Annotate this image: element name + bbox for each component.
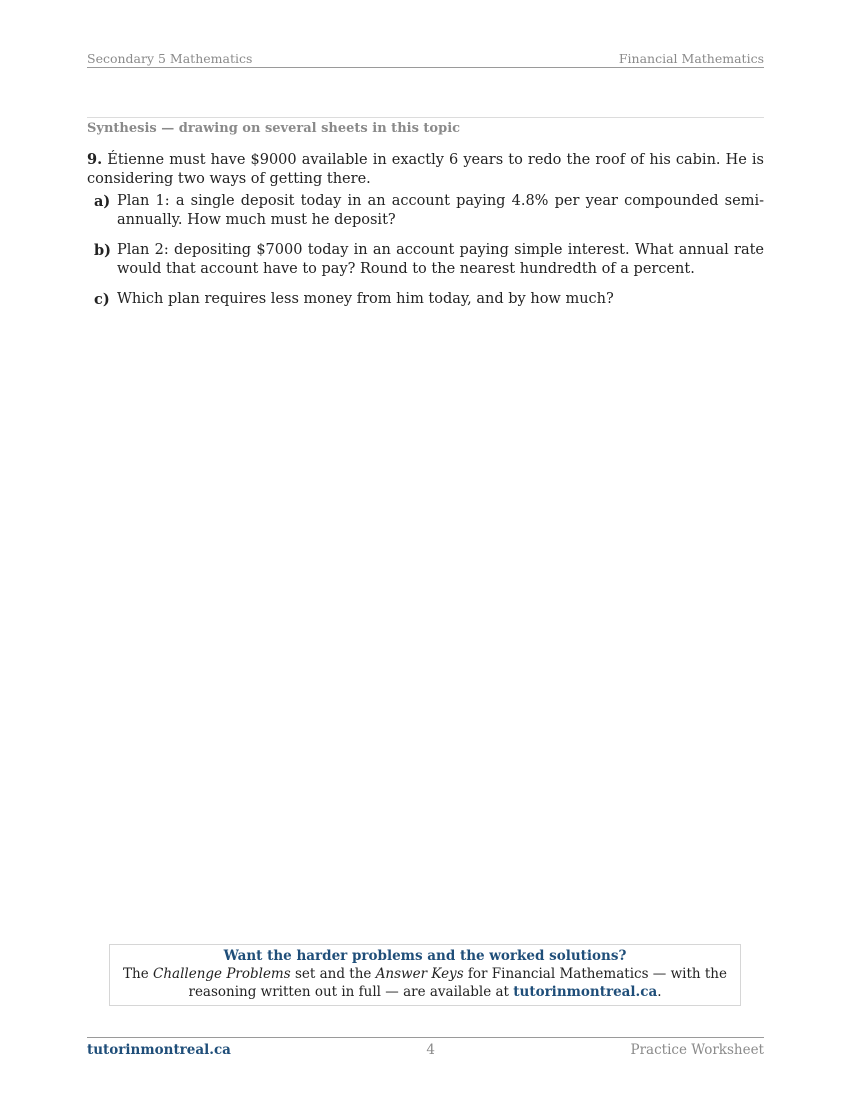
page-header	[87, 51, 764, 66]
part-label: a)	[94, 193, 111, 210]
problem-parts	[87, 192, 764, 320]
callout-emphasis: Answer Keys	[375, 966, 464, 982]
problem-number: 9.	[87, 151, 103, 168]
part-text: Plan 1: a single deposit today in an account paying 4.8% per year compounded semi-annually. How much must he deposit?	[117, 193, 764, 228]
footer-label: Practice Worksheet	[630, 1042, 764, 1058]
callout-text: The	[123, 966, 153, 982]
part-a	[87, 192, 764, 230]
callout-body	[110, 965, 740, 1001]
header-divider	[87, 67, 764, 68]
section-divider	[87, 117, 764, 118]
part-text: Which plan requires less money from him today, and by how much?	[117, 291, 614, 307]
callout-text: set and the	[290, 966, 376, 982]
part-b	[87, 241, 764, 279]
problem-text: Étienne must have $9000 available in exactly 6 years to redo the roof of his cabin. He is considering two ways of getting there.	[87, 152, 765, 187]
part-label: b)	[94, 242, 111, 259]
footer-site-link[interactable]: tutorinmontreal.ca	[87, 1042, 231, 1058]
problem-statement	[87, 150, 764, 189]
part-label: c)	[94, 291, 110, 308]
part-text: Plan 2: depositing $7000 today in an account paying simple interest. What annual rate would that account have to pay? Round to the nearest hundredth of a percent.	[117, 242, 764, 277]
header-course: Secondary 5 Mathematics	[87, 51, 253, 66]
header-topic: Financial Mathematics	[618, 51, 764, 66]
part-c	[87, 290, 764, 309]
website-link[interactable]: tutorinmontreal.ca	[513, 984, 658, 1000]
footer-divider	[87, 1037, 764, 1038]
section-title: Synthesis — drawing on several sheets in this topic	[87, 121, 461, 136]
callout-emphasis: Challenge Problems	[153, 966, 291, 982]
promo-callout	[109, 944, 741, 1006]
callout-text: .	[657, 984, 662, 1000]
page-number: 4	[426, 1042, 436, 1058]
callout-text: for Financial Mathematics — with the reasoning written out in full — are available at	[188, 966, 727, 1000]
callout-title: Want the harder problems and the worked solutions?	[223, 948, 627, 964]
page-footer	[87, 1042, 764, 1058]
